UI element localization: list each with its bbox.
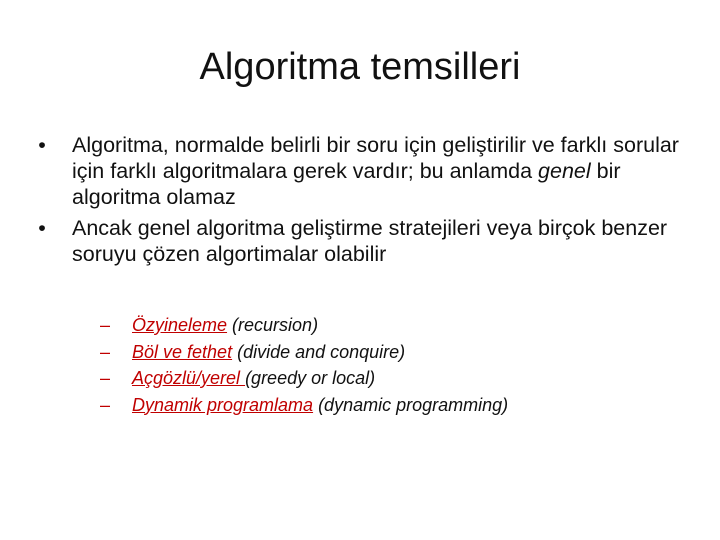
term-greedy: Açgözlü/yerel bbox=[132, 368, 246, 388]
term-dynamic-programming: Dynamik programlama bbox=[132, 394, 314, 415]
dash-marker: – bbox=[100, 341, 111, 362]
bullet-list bbox=[30, 132, 690, 272]
sub-bullet-list bbox=[100, 312, 508, 418]
term-description: (divide and conquire) bbox=[232, 341, 406, 362]
term-divide-conquer: Böl ve fethet bbox=[132, 341, 233, 362]
bullet-italic-term: genel bbox=[538, 159, 591, 183]
bullet-item bbox=[30, 215, 690, 267]
sub-bullet-item bbox=[100, 365, 508, 392]
bullet-item bbox=[30, 132, 690, 210]
term-description: (dynamic programming) bbox=[313, 394, 509, 415]
bullet-marker: • bbox=[38, 133, 46, 157]
dash-marker: – bbox=[100, 368, 111, 388]
bullet-marker: • bbox=[38, 216, 46, 240]
dash-marker: – bbox=[100, 394, 111, 415]
bullet-text: Algoritma, normalde belirli bir soru için geliştirilir ve farklı sorular için farklı algoritmalara gerek vardır; bu anlamda bbox=[72, 133, 679, 183]
sub-bullet-item bbox=[100, 339, 508, 366]
sub-bullet-item bbox=[100, 392, 508, 419]
bullet-text: Ancak genel algoritma geliştirme stratejileri veya birçok benzer soruyu çözen algortimalar olabilir bbox=[72, 216, 668, 266]
slide-title: Algoritma temsilleri bbox=[199, 46, 521, 88]
term-recursion: Özyineleme bbox=[132, 315, 228, 335]
dash-marker: – bbox=[100, 315, 111, 335]
term-description: (recursion) bbox=[227, 315, 319, 335]
sub-bullet-item bbox=[100, 312, 508, 339]
bullet-text: bir algoritma olamaz bbox=[72, 159, 621, 209]
term-description: (greedy or local) bbox=[245, 368, 376, 388]
